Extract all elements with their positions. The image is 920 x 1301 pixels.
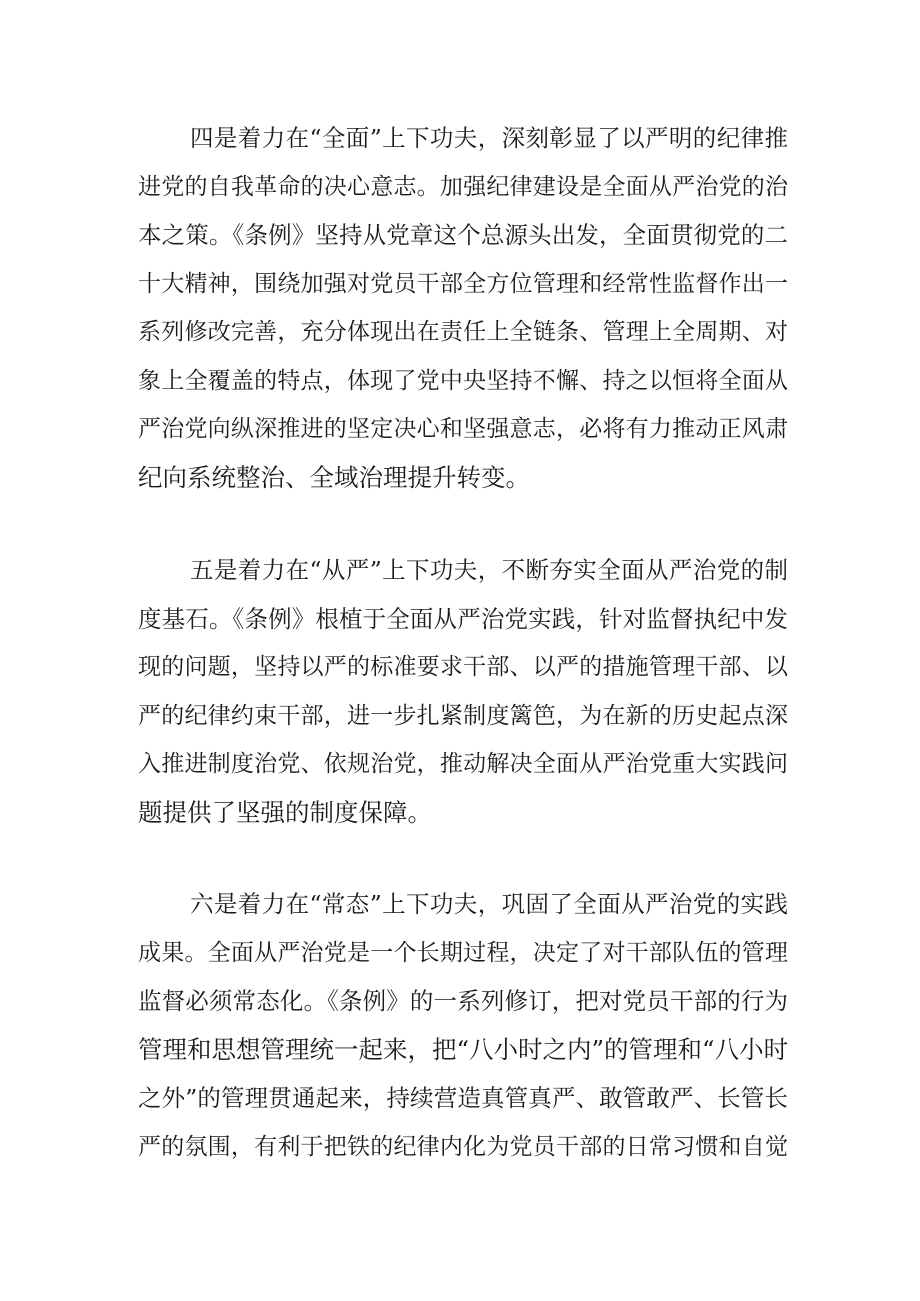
text-line: 成果。全面从严治党是一个长期过程，决定了对干部队伍的管理 [138, 939, 788, 966]
text-line: 严的氛围，有利于把铁的纪律内化为党员干部的日常习惯和自觉 [138, 1133, 788, 1160]
text-line: 系列修改完善，充分体现出在责任上全链条、管理上全周期、对 [138, 319, 788, 345]
paragraph-six [138, 880, 788, 1171]
paragraph-four [138, 114, 788, 502]
text-line: 象上全覆盖的特点，体现了党中央坚持不懈、持之以恒将全面从 [138, 367, 788, 394]
text-line: 十大精神，围绕加强对党员干部全方位管理和经常性监督作出一 [138, 270, 788, 297]
text-line: 六是着力在“常态”上下功夫，巩固了全面从严治党的实践 [190, 890, 788, 918]
paragraph-five [138, 546, 788, 837]
text-line: 题提供了坚强的制度保障。 [138, 797, 432, 827]
text-line: 管理和思想管理统一起来，把“八小时之内”的管理和“八小时 [138, 1034, 789, 1064]
text-line: 入推进制度治党、依规治党，推动解决全面从严治党重大实践问 [138, 751, 788, 777]
text-line: 现的问题，坚持以严的标准要求干部、以严的措施管理干部、以 [138, 654, 788, 680]
text-line: 严治党向纵深推进的坚定决心和坚强意志，必将有力推动正风肃 [138, 416, 788, 442]
text-line: 进党的自我革命的决心意志。加强纪律建设是全面从严治党的治 [138, 173, 788, 200]
text-line: 四是着力在“全面”上下功夫，深刻彰显了以严明的纪律推 [190, 124, 788, 152]
text-line: 纪向系统整治、全域治理提升转变。 [138, 462, 530, 492]
text-line: 监督必须常态化。《条例》的一系列修订，把对党员干部的行为 [138, 987, 788, 1015]
text-line: 严的纪律约束干部，进一步扎紧制度篱笆，为在新的历史起点深 [138, 702, 788, 729]
text-line: 五是着力在“从严”上下功夫，不断夯实全面从严治党的制 [190, 556, 788, 584]
text-line: 之外”的管理贯通起来，持续营造真管真严、敢管敢严、长管长 [138, 1084, 788, 1112]
text-line: 度基石。《条例》根植于全面从严治党实践，针对监督执纪中发 [138, 604, 788, 633]
text-line: 本之策。《条例》坚持从党章这个总源头出发，全面贯彻党的二 [138, 221, 788, 249]
